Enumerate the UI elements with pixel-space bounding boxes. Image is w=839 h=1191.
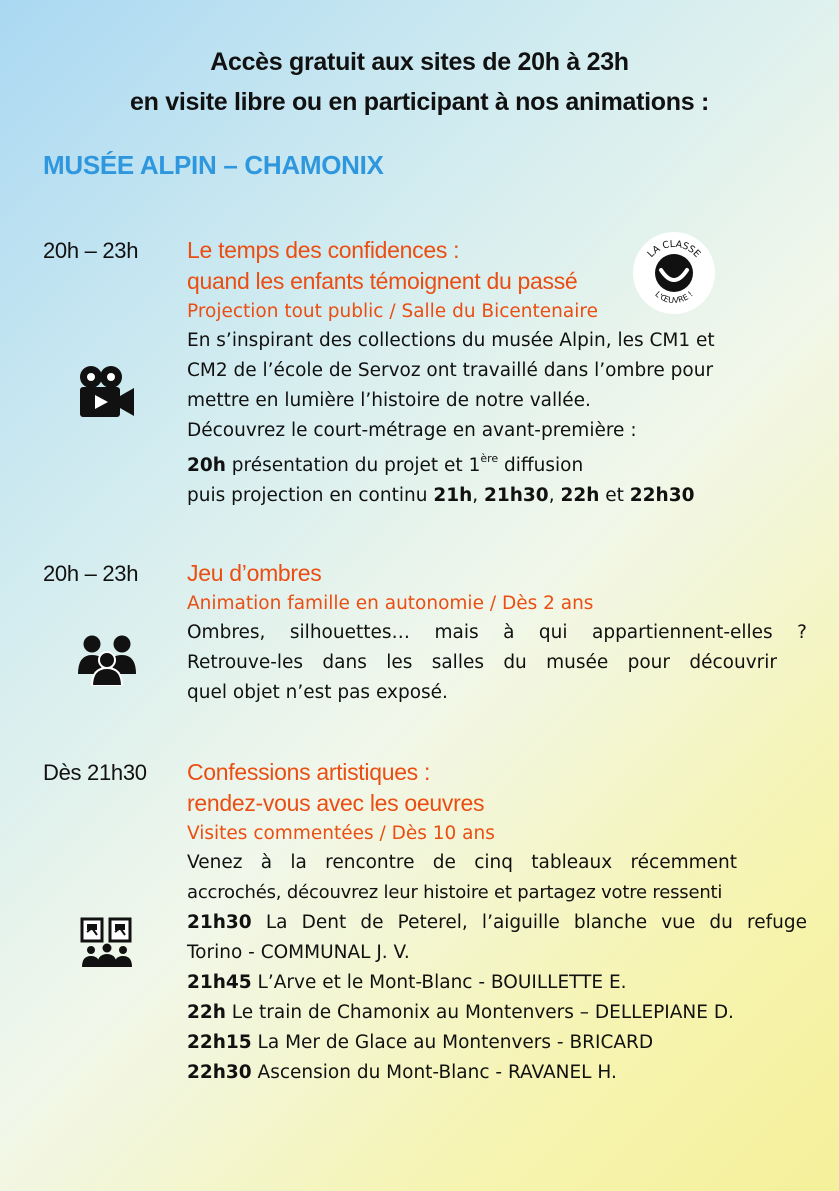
family-group-icon (78, 634, 136, 690)
presentation-time: 20h (187, 455, 226, 477)
event-title-line-2: rendez-vous avec les oeuvres (187, 790, 485, 816)
event-title: Jeu d’ombres (187, 560, 322, 586)
visit-item (187, 908, 807, 938)
event-title-line-2: quand les enfants témoignent du passé (187, 268, 578, 294)
visit-item (187, 938, 807, 968)
film-camera-icon (78, 365, 136, 423)
page-header (0, 42, 839, 122)
visit-item (187, 968, 807, 998)
event-time: 20h – 23h (43, 238, 139, 263)
event-description-line: accrochés, découvrez leur histoire et partagez votre ressenti (187, 882, 723, 903)
svg-text:LA CLASSE: LA CLASSE (645, 238, 703, 260)
presentation-end: diffusion (498, 455, 584, 477)
visit-time: 22h (187, 1002, 226, 1023)
visit-time: 21h45 (187, 972, 252, 993)
schedule-time: 22h30 (629, 485, 695, 507)
schedule-separator: , (472, 485, 485, 507)
header-line-1: Accès gratuit aux sites de 20h à 23h (210, 48, 629, 76)
visit-text: Le train de Chamonix au Montenvers – DELLEPIANE D. (225, 1002, 734, 1023)
svg-text:L'ŒUVRE !: L'ŒUVRE ! (653, 289, 695, 306)
schedule-time: 22h (560, 485, 600, 507)
visit-text: La Dent de Peterel, l’aiguille blanche vue du refuge (251, 912, 807, 933)
visit-text: L’Arve et le Mont-Blanc - BOUILLETTE E. (251, 972, 627, 993)
schedule-time: 21h30 (484, 485, 549, 507)
event-schedule-line (187, 481, 807, 511)
presentation-text: présentation du projet et 1 (225, 455, 481, 477)
event-presentation-line (187, 446, 807, 481)
event-title: Confessions artistiques : (187, 759, 431, 785)
event-content (187, 235, 807, 511)
schedule-time: 21h (433, 485, 473, 507)
event-description-line: Ombres, silhouettes… mais à qui appartiennent-elles ? (187, 622, 807, 643)
schedule-text: puis projection en continu (187, 485, 434, 507)
visit-time: 22h30 (187, 1062, 252, 1083)
event-description-line: En s’inspirant des collections du musée Alpin, les CM1 et (187, 330, 715, 351)
event-time: Dès 21h30 (43, 760, 147, 785)
visit-item (187, 1028, 807, 1058)
schedule-separator: , (548, 485, 561, 507)
visit-item (187, 1058, 807, 1088)
event-description-line: Venez à la rencontre de cinq tableaux récemment (187, 852, 737, 873)
event-description-line: quel objet n’est pas exposé. (187, 682, 448, 703)
schedule-separator: et (599, 485, 630, 507)
visit-text: La Mer de Glace au Montenvers - BRICARD (251, 1032, 654, 1053)
header-line-2: en visite libre ou en participant à nos animations : (130, 88, 709, 116)
visit-time: 22h15 (187, 1032, 252, 1053)
visit-item (187, 998, 807, 1028)
event-description-line: mettre en lumière l’histoire de notre vallée. (187, 390, 591, 411)
event-description-line: CM2 de l’école de Servoz ont travaillé dans l’ombre pour (187, 360, 714, 381)
visit-text: Ascension du Mont-Blanc - RAVANEL H. (251, 1062, 617, 1083)
visit-text: Torino - COMMUNAL J. V. (187, 942, 410, 963)
event-title: Le temps des confidences : (187, 237, 460, 263)
event-subtitle: Projection tout public / Salle du Bicentenaire (187, 301, 598, 322)
event-subtitle: Visites commentées / Dès 10 ans (187, 823, 495, 844)
event-content (187, 558, 807, 708)
event-description-line: Retrouve-les dans les salles du musée pour découvrir (187, 652, 777, 673)
event-content (187, 757, 807, 1088)
event-description-line: Découvrez le court-métrage en avant-première : (187, 420, 637, 441)
presentation-sup: ère (480, 452, 499, 465)
visit-time: 21h30 (187, 912, 252, 933)
event-time: 20h – 23h (43, 561, 139, 586)
guided-tour-icon (80, 917, 134, 973)
event-subtitle: Animation famille en autonomie / Dès 2 ans (187, 593, 594, 614)
venue-title: MUSÉE ALPIN – CHAMONIX (43, 150, 384, 180)
